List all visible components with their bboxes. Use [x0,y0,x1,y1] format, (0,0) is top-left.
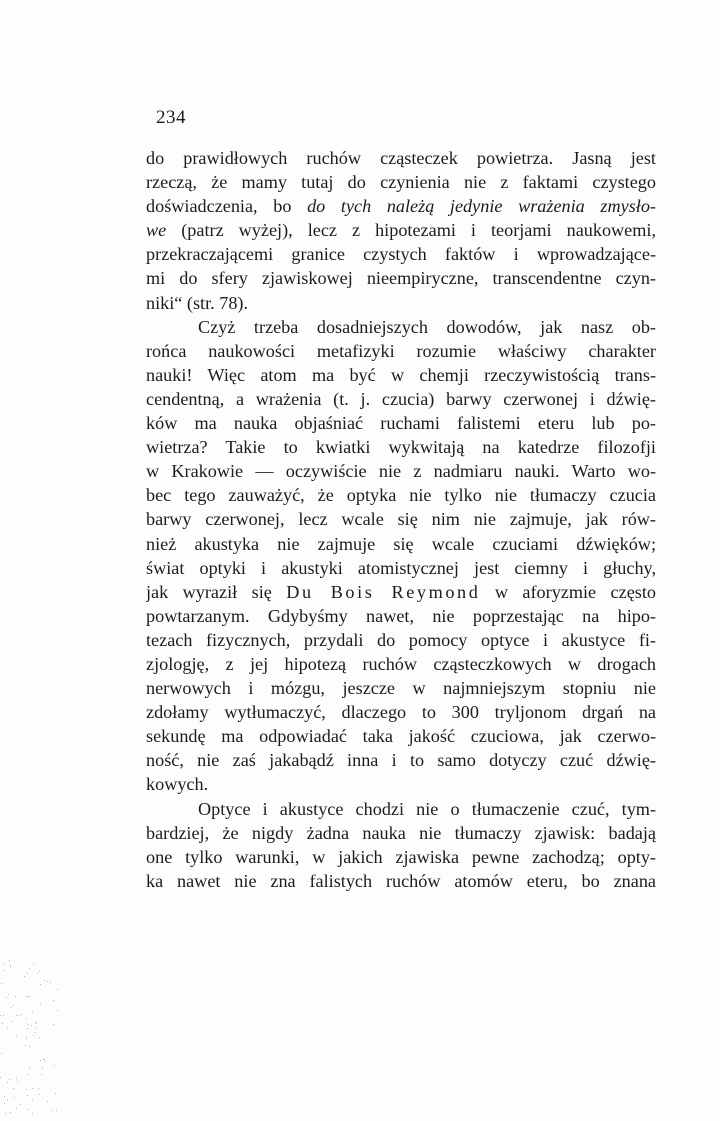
text-segment: tezach fizycznych, przydali do pomocy optyce i akustyce fi- [146,629,656,650]
scan-speck [1,983,2,984]
scan-speck [37,973,38,974]
scan-speck [53,1024,54,1025]
text-segment: nerwowych i mózgu, jeszcze w najmniejszym stopniu nie [146,678,656,699]
scan-speck [19,1015,20,1016]
text-segment: zdołamy wytłumaczyć, dlaczego to 300 tryljonom drgań na [146,702,656,723]
text-segment: rońca naukowości metafizyki rozumie właściwy charakter [146,340,656,361]
scan-speck [4,963,5,964]
scan-speck [16,1035,17,1036]
scan-speck [35,1032,36,1033]
scan-speck [27,1028,28,1029]
text-line [146,772,656,796]
text-line [146,194,656,218]
scan-speck [17,1081,18,1082]
scan-speck [8,994,9,995]
scan-speck [26,1036,27,1037]
scan-speck [13,1005,14,1006]
text-segment: cendentną, a wrażenia (t. j. czucia) barwy czerwonej i dźwię- [146,388,656,409]
body-text [146,146,656,893]
text-line [146,459,656,483]
text-segment: bec tego zauważyć, że optyka nie tylko nie tłumaczy czucia [146,485,656,506]
text-line [146,652,656,676]
text-segment: do prawidłowych ruchów cząsteczek powietrza. Jasną jest [146,148,656,168]
scan-speck [29,1046,30,1047]
scan-speck [39,1037,40,1038]
scan-speck [32,1088,33,1089]
scan-speck [29,1068,30,1069]
scan-speck [45,1061,46,1062]
scan-speck [57,989,58,990]
scan-speck [39,971,40,972]
scan-speck [26,996,27,997]
scan-speck [4,1096,5,1097]
text-segment: one tylko warunki, w jakich zjawiska pewne zachodzą; opty- [146,846,656,867]
scan-speck [32,1011,33,1012]
text-segment: powtarzanym. Gdybyśmy nawet, nie poprzestając na hipo- [146,605,656,626]
scan-speck [16,1015,17,1016]
text-line [146,291,656,315]
scan-speck [26,1038,27,1039]
scan-speck [42,1068,43,1069]
scan-speck [7,1028,8,1029]
scan-speck [27,1109,28,1110]
scan-speck [26,1089,27,1090]
text-segment: doświadczenia, bo [146,196,308,217]
scan-speck [35,1028,36,1029]
text-line [146,797,656,821]
scan-speck [16,1078,17,1079]
paragraph [146,797,656,893]
text-segment: Czyż trzeba dosadniejszych dowodów, jak nasz ob- [198,316,656,337]
scan-speck [10,967,11,968]
scan-speck [7,1082,8,1083]
scan-speck [21,1014,22,1015]
text-segment: Optyce i akustyce chodzi nie o tłumaczenie czuć, tym- [198,798,656,819]
scan-speck [32,1113,33,1114]
scan-speck [35,1023,36,1024]
text-line [146,170,656,194]
scan-speck [25,1045,26,1046]
text-segment: kowych. [146,774,209,795]
text-line [146,821,656,845]
scan-speck [9,1079,10,1080]
text-line [146,266,656,290]
text-line [146,556,656,580]
scan-speck [14,1097,15,1098]
scan-speck [31,1025,32,1026]
text-line [146,218,656,242]
scan-speck [56,1110,57,1111]
text-line [146,483,656,507]
text-segment: świat optyki i akustyki atomistycznej jest ciemny i głuchy, [146,557,656,578]
scan-speck [38,1088,39,1089]
scan-speck [47,1101,48,1102]
scan-speck [44,980,45,981]
text-line [146,339,656,363]
text-segment: w aforyzmie często [480,581,656,602]
scan-speck [20,1104,21,1105]
text-line [146,748,656,772]
text-segment: barwy czerwonej, lecz wcale się nim nie zajmuje, jak rów- [146,509,656,530]
italic-phrase: we [146,220,167,241]
scan-speck [9,960,10,961]
text-segment: ność, nie zaś jakabądź inna i to samo dotyczy czuć dźwię- [146,750,656,771]
scan-speck [40,984,41,985]
spaced-name: Du Bois Reymond [286,581,481,602]
scan-speck [24,976,25,977]
scan-speck [55,1093,56,1094]
text-line [146,604,656,628]
scan-speck [16,1108,17,1109]
text-line [146,869,656,893]
text-segment: nauki! Więc atom ma być w chemji rzeczywistością trans- [146,364,656,385]
scan-speck [2,1023,3,1024]
scan-speck [40,1060,41,1061]
scan-speck [6,997,7,998]
scan-speck [41,1074,42,1075]
text-line [146,845,656,869]
scan-speck [29,968,30,969]
scan-speck [27,1074,28,1075]
text-line [146,628,656,652]
scan-speck [28,1024,29,1025]
text-line [146,700,656,724]
scan-speck [0,1015,1,1016]
text-line [146,315,656,339]
text-segment: w Krakowie — oczywiście nie z nadmiaru nauki. Warto wo- [146,461,656,482]
scan-speck [12,1021,13,1022]
text-line [146,580,656,604]
scan-speck [54,1065,55,1066]
scan-speck [51,1110,52,1111]
scan-speck [27,973,28,974]
text-segment: sekundę ma odpowiadać taka jakość czuciowa, jak czerwo- [146,726,656,747]
text-line [146,532,656,556]
scan-speck [40,1003,41,1004]
scan-speck [4,1103,5,1104]
scan-speck [33,963,34,964]
text-segment: (patrz wyżej), lecz z hipotezami i teorjami naukowemi, [166,220,656,241]
text-line [146,411,656,435]
text-segment: niki“ (str. 78). [146,292,249,313]
scan-speck [13,1088,14,1089]
scan-speck [27,1095,28,1096]
scan-speck [10,965,11,966]
paragraph [146,146,656,315]
scan-speck [39,1094,40,1095]
text-segment: ka nawet nie zna falistych ruchów atomów eteru, bo znana [146,870,656,891]
scan-speck [0,1077,1,1078]
italic-phrase: do tych należą jedynie wrażenia zmysło- [307,196,656,217]
scan-speck [10,1112,11,1113]
text-segment: mi do sfery zjawiskowej nieempiryczne, transcendentne czyn- [146,268,656,289]
text-line [146,387,656,411]
scan-speck [53,1000,54,1001]
scan-speck [26,1018,27,1019]
text-segment: nież akustyka nie zajmuje się wcale czuciami dźwięków; [146,533,656,554]
scan-speck [11,1007,12,1008]
paragraph [146,315,656,797]
text-line [146,363,656,387]
text-segment: ków ma nauka objaśniać ruchami falistemi eteru lub po- [146,413,656,434]
scan-speck [47,981,48,982]
scan-speck [5,1113,6,1114]
text-line [146,676,656,700]
scan-speck [50,982,51,983]
scan-speck [28,996,29,997]
text-segment: przekraczającemi granice czystych faktów i wprowadzające- [146,244,656,265]
text-segment: rzeczą, że mamy tutaj do czynienia nie z faktami czystego [146,172,656,193]
text-segment: zjologję, z jej hipotezą ruchów cząsteczkowych w drogach [146,653,656,674]
scan-speck [32,1100,33,1101]
text-line [146,242,656,266]
text-segment: wietrza? Takie to kwiatki wykwitają na katedrze filozofji [146,437,656,458]
scan-speck [43,1059,44,1060]
scan-speck [7,1099,8,1100]
scan-speck [15,996,16,997]
scan-speck [4,970,5,971]
scan-speck [29,996,30,997]
scan-speck [44,1059,45,1060]
scan-speck [36,1022,37,1023]
text-line [146,435,656,459]
scan-speck [33,1035,34,1036]
text-line [146,507,656,531]
text-segment: jak wyraził się [146,581,287,602]
scan-speck [1,1053,2,1054]
scan-speck [57,1010,58,1011]
text-line [146,724,656,748]
page-number: 234 [156,107,186,128]
scan-speck [3,1015,4,1016]
text-segment: bardziej, że nigdy żadna nauka nie tłumaczy zjawisk: badają [146,822,656,843]
text-line [146,146,656,170]
